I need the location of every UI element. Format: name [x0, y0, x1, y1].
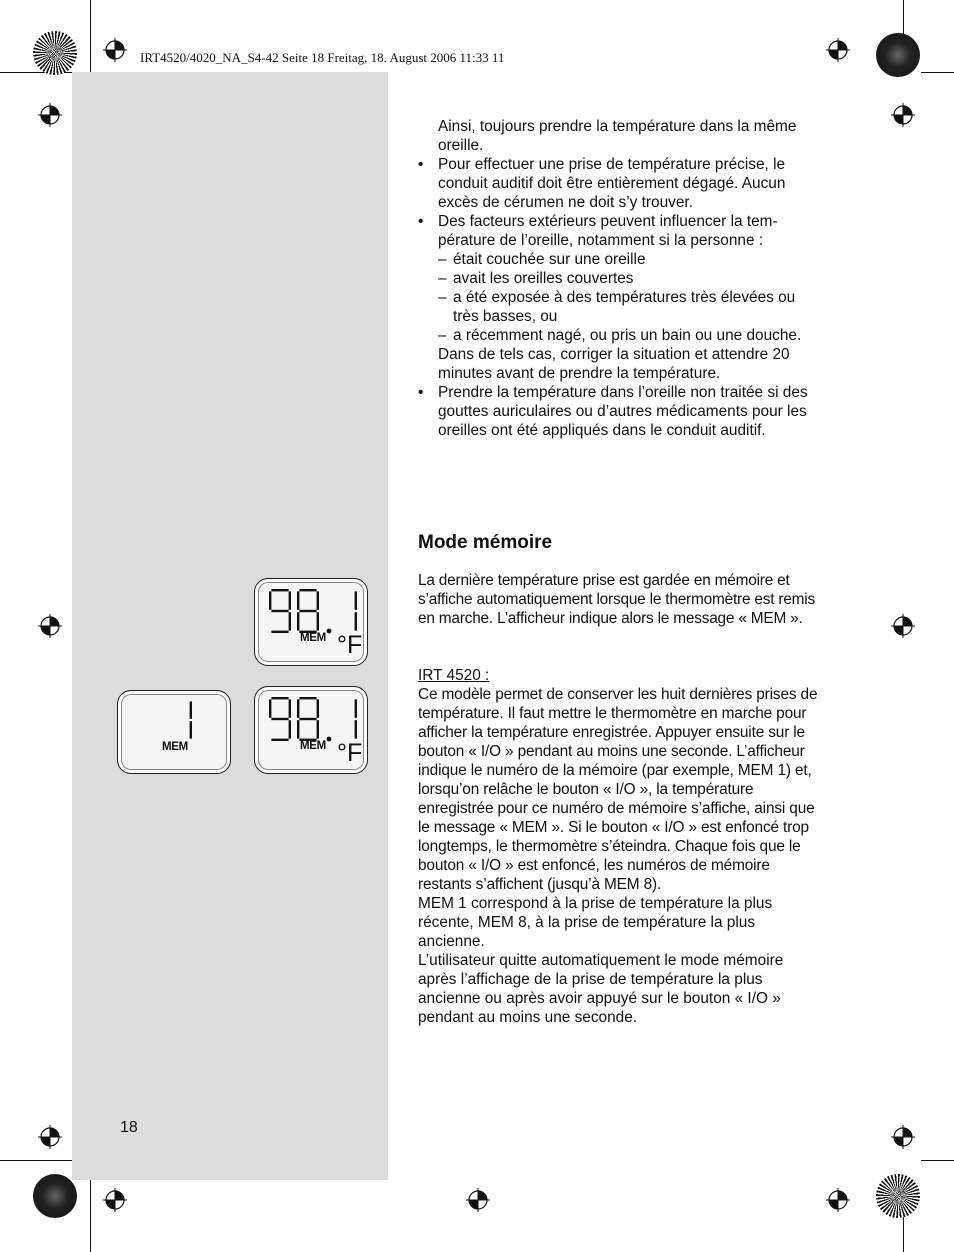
bullet-text: Pour effectuer une prise de température précise, le conduit auditif doit être entièrement dégagé. Aucun excès de cérumen ne doit s’y trouver. [438, 156, 786, 211]
dash-text: avait les oreilles couvertes [453, 270, 634, 287]
dash-item [418, 326, 818, 345]
lcd-segment [271, 610, 288, 612]
lcd-segment [289, 699, 291, 717]
lcd-display-temperature [254, 686, 368, 774]
mem-indicator: MEM [162, 741, 188, 753]
lcd-segment [289, 720, 291, 738]
bullet-item [418, 155, 818, 212]
lcd-segment [297, 699, 299, 717]
dash-item [418, 269, 818, 288]
lcd-digit [269, 589, 291, 633]
lcd-segment [355, 612, 357, 630]
lcd-display-memory-number [117, 690, 231, 774]
bullet-symbol: • [418, 213, 424, 230]
star-target-icon [876, 33, 920, 77]
star-target-icon [876, 1174, 920, 1218]
memory-intro: La dernière température prise est gardée en mémoire et s’affiche automatiquement lorsque le thermomètre est remis en marche. L’afficheur indique alors le message « MEM ». [418, 572, 816, 627]
seven-segment-readout [118, 691, 230, 773]
lcd-digit [297, 697, 319, 741]
lcd-display-temperature [254, 578, 368, 666]
memory-mode-section [418, 571, 818, 1027]
lcd-segment [297, 720, 299, 738]
unit-indicator: °F [337, 631, 363, 659]
dash-symbol: – [438, 327, 447, 344]
unit-indicator: °F [337, 739, 363, 767]
lcd-digit [355, 699, 357, 738]
lcd-segment [355, 591, 357, 609]
bullet-text: Prendre la température dans l’oreille non traitée si des gouttes auriculaires ou d’autres médicaments pour les oreilles ont été appliqués dans le conduit auditif. [438, 384, 808, 439]
registration-mark-icon [826, 1188, 850, 1212]
lcd-segment [271, 697, 288, 699]
bullet-symbol: • [418, 156, 424, 173]
lcd-segment [289, 612, 291, 630]
lcd-segment [355, 720, 357, 738]
registration-mark-icon [103, 38, 127, 62]
registration-mark-icon [466, 1188, 490, 1212]
bullet-text-line: Des facteurs extérieurs peuvent influencer la tem- [438, 213, 778, 230]
mem-indicator: MEM [300, 632, 326, 644]
lcd-digit [355, 591, 357, 630]
lcd-segment [297, 591, 299, 609]
lcd-digit [297, 589, 319, 633]
registration-mark-icon [38, 103, 62, 127]
dash-text: a été exposée à des températures très élevées ou très basses, ou [453, 289, 796, 325]
lcd-segment [299, 718, 316, 720]
precautions-section [418, 117, 818, 440]
lcd-segment [289, 591, 291, 609]
registration-mark-icon [38, 1125, 62, 1149]
model-label: IRT 4520 : [418, 667, 490, 684]
star-target-icon [33, 31, 77, 75]
lcd-segment [190, 721, 192, 738]
registration-mark-icon [826, 38, 850, 62]
lcd-segment [299, 589, 316, 591]
decimal-point [327, 737, 332, 742]
lcd-segment [317, 720, 319, 738]
memory-paragraph: L’utilisateur quitte automatiquement le mode mémoire après l’affichage de la prise de température la plus ancienne ou après avoir appuyé sur le bouton « I/O » pendant au moins une seconde. [418, 952, 784, 1026]
lcd-segment [297, 612, 299, 630]
star-target-icon [33, 1174, 77, 1218]
bullet-item [418, 212, 818, 250]
page-number: 18 [120, 1119, 138, 1136]
lcd-segment [355, 699, 357, 717]
registration-mark-icon [103, 1188, 127, 1212]
memory-paragraph: MEM 1 correspond à la prise de température la plus récente, MEM 8, à la prise de température la plus ancienne. [418, 895, 773, 950]
mem-indicator: MEM [300, 740, 326, 752]
lcd-segment [299, 610, 316, 612]
continuation-text: Ainsi, toujours prendre la température dans la même oreille. [438, 118, 797, 154]
decimal-point [327, 629, 332, 634]
lcd-segment [271, 718, 288, 720]
lcd-segment [190, 701, 192, 718]
dash-symbol: – [438, 289, 447, 306]
registration-mark-icon [38, 614, 62, 638]
dash-item [418, 288, 818, 326]
dash-text: a récemment nagé, ou pris un bain ou une douche. [453, 327, 802, 344]
dash-symbol: – [438, 270, 447, 287]
lcd-digit [269, 697, 291, 741]
lcd-segment [317, 612, 319, 630]
registration-mark-icon [891, 614, 915, 638]
bullet-item [418, 383, 818, 440]
section-heading: Mode mémoire [418, 532, 553, 553]
lcd-digit [190, 701, 192, 738]
dash-symbol: – [438, 251, 447, 268]
dash-item [418, 250, 818, 269]
lcd-segment [271, 589, 288, 591]
memory-paragraph: Ce modèle permet de conserver les huit dernières prises de température. Il faut mettre le thermomètre en marche pour afficher la température enregistrée. Appuyer ensuite sur le bouton « I/O » pendant au moins une seconde. L’afficheur indique le numéro de la mémoire (par exemple, MEM 1) et, lorsqu’on relâche le bouton « I/O », la température enregistrée pour ce numéro de mémoire s’affiche, ainsi que le message « MEM ». Si le bouton « I/O » est enfoncé trop longtemps, le thermomètre s’éteindra. Chaque fois que le bouton « I/O » est enfoncé, les numéros de mémoire restants s’affichent (jusqu’à MEM 8). [418, 686, 818, 893]
lcd-segment [317, 699, 319, 717]
lcd-segment [269, 591, 271, 609]
bullet-symbol: • [418, 384, 424, 401]
registration-mark-icon [891, 103, 915, 127]
bullet-continuation: Dans de tels cas, corriger la situation et attendre 20 minutes avant de prendre la température. [438, 346, 790, 382]
lcd-segment [269, 699, 271, 717]
lcd-segment [317, 591, 319, 609]
print-header: IRT4520/4020_NA_S4-42 Seite 18 Freitag, 18. August 2006 11:33 11 [140, 50, 505, 65]
lcd-segment [271, 631, 288, 633]
registration-mark-icon [891, 1125, 915, 1149]
dash-text: était couchée sur une oreille [453, 251, 646, 268]
lcd-segment [271, 739, 288, 741]
lcd-segment [299, 697, 316, 699]
bullet-text-line: pérature de l’oreille, notamment si la personne : [438, 232, 764, 249]
